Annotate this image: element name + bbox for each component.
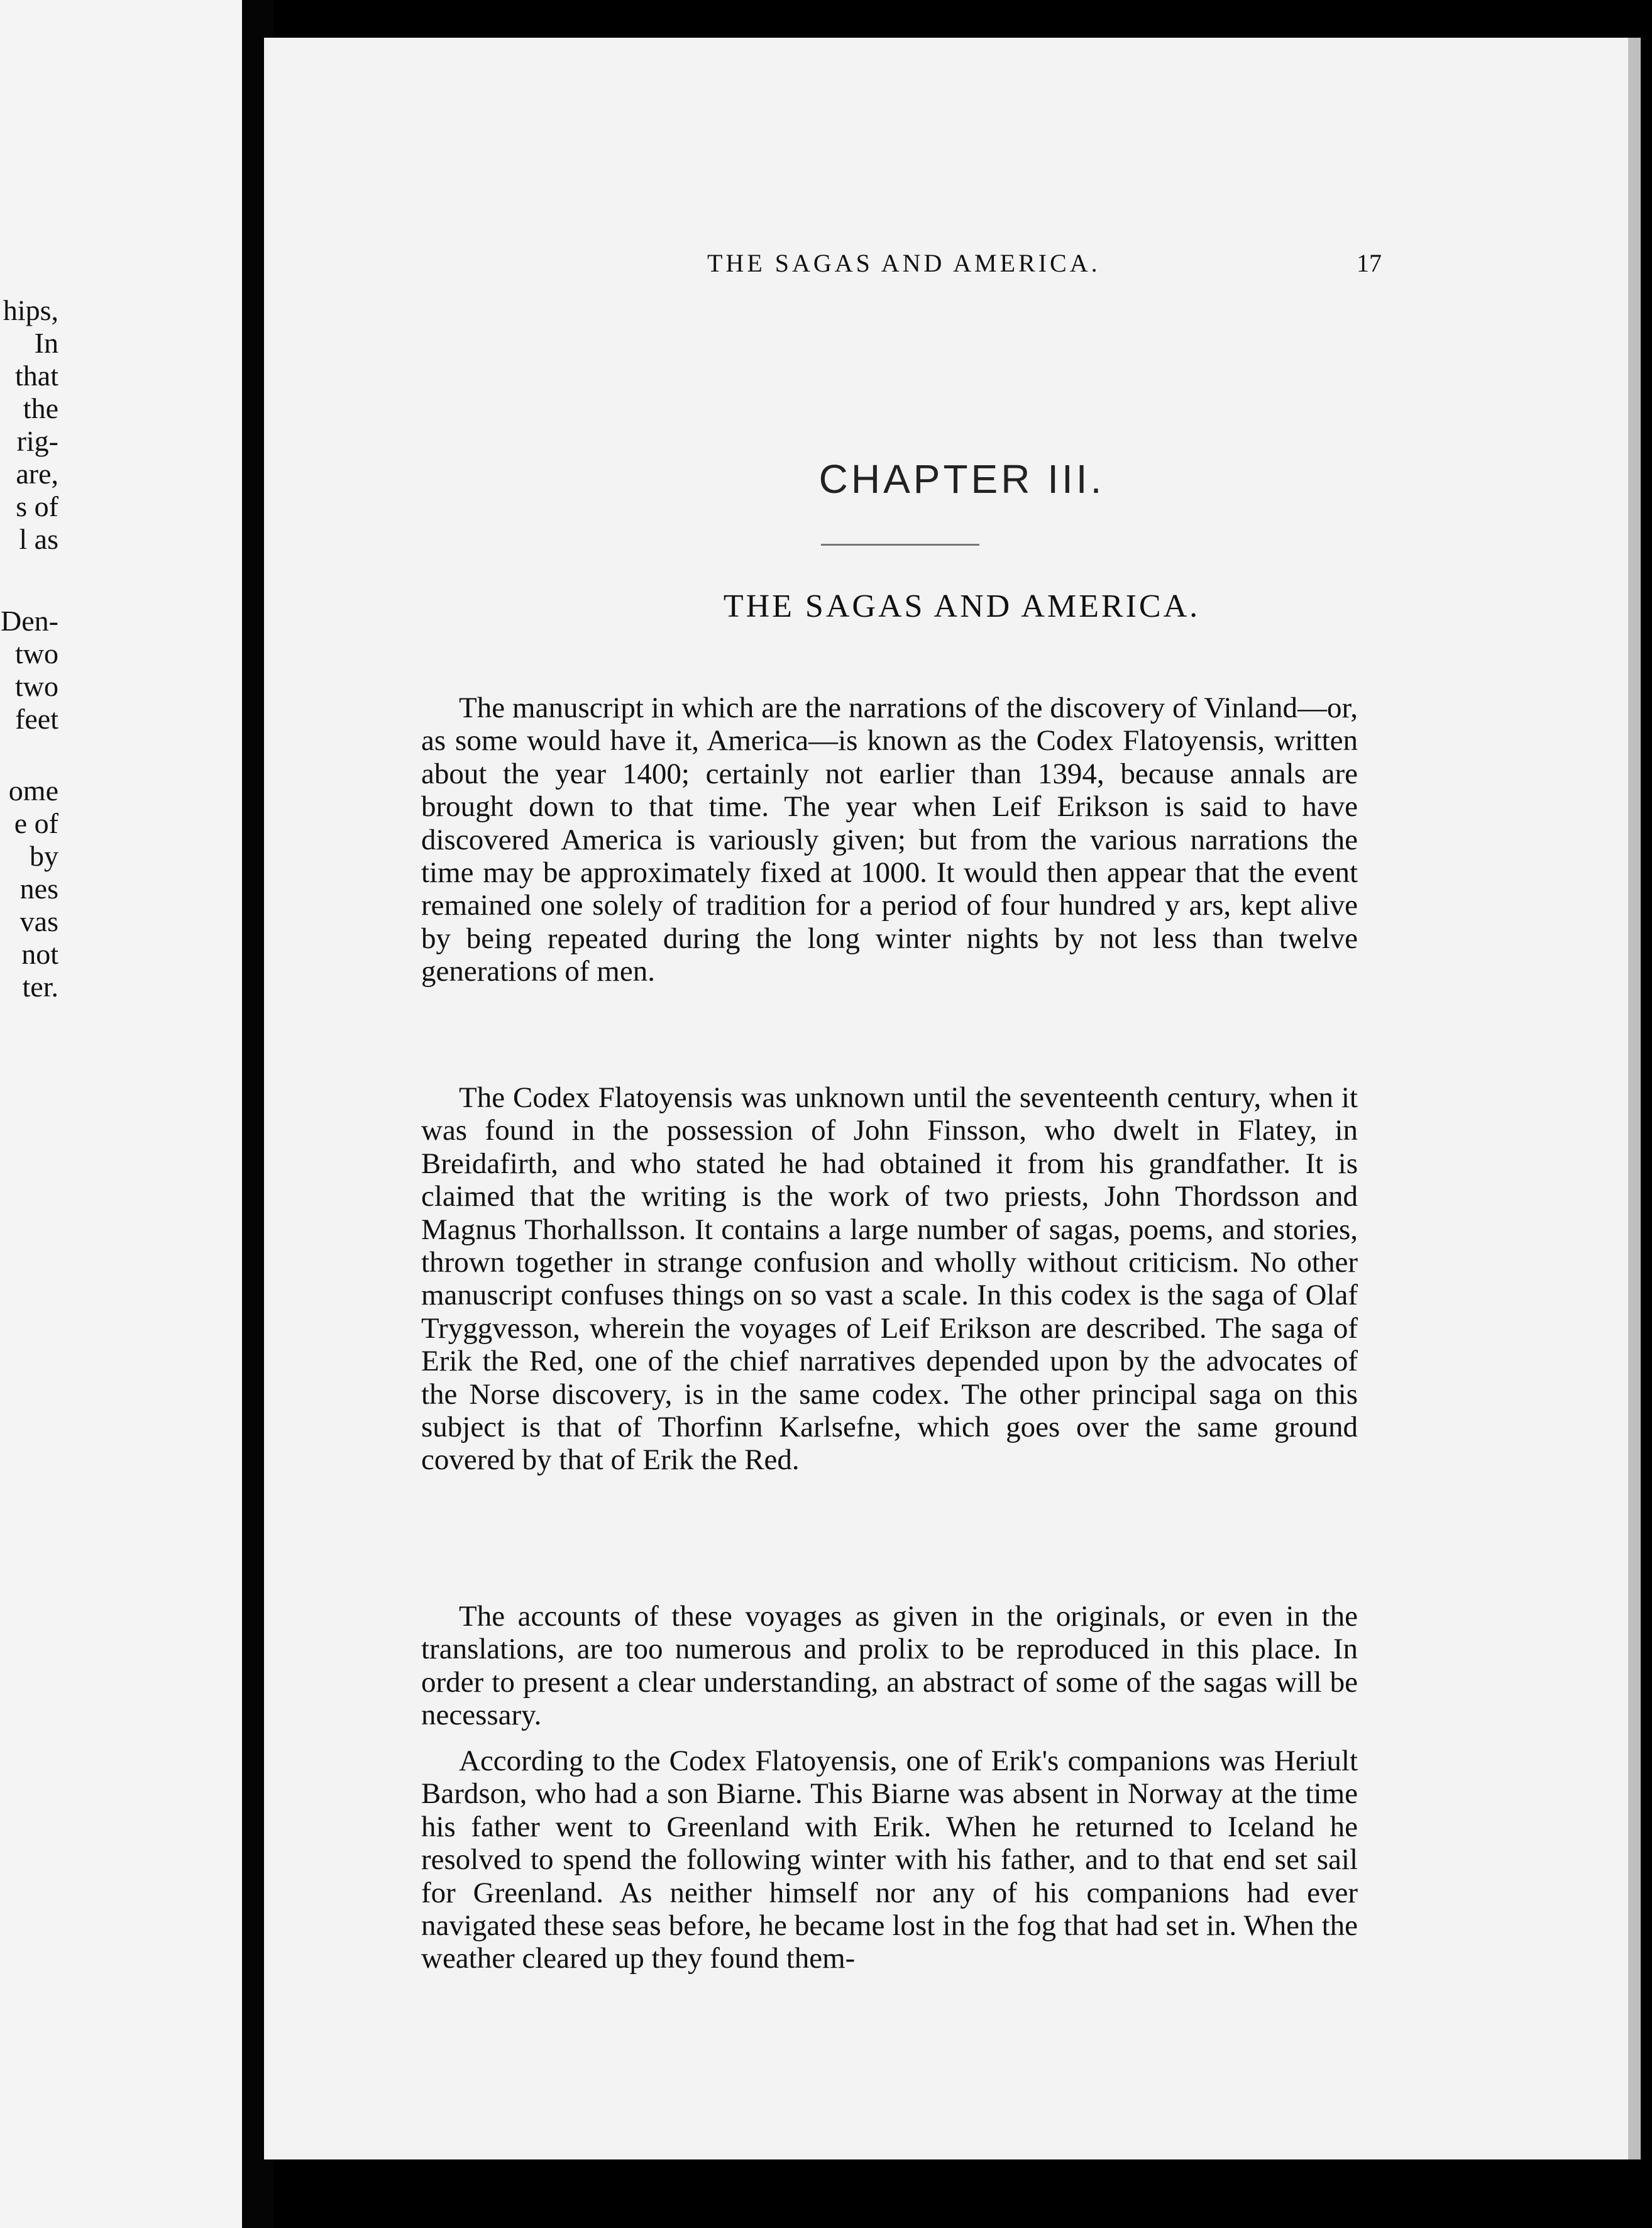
left-fragment: s of <box>16 490 58 522</box>
running-head: THE SAGAS AND AMERICA. <box>707 249 1101 277</box>
left-fragment: rig- <box>16 425 58 457</box>
left-fragment: Den- <box>1 605 58 637</box>
left-fragment: that <box>15 360 58 392</box>
left-fragment: two <box>15 670 58 702</box>
chapter-title: CHAPTER III. <box>818 456 1105 502</box>
book-page <box>264 38 1641 2159</box>
body-paragraph <box>421 1081 1358 1477</box>
paragraph-text: The manuscript in which are the narrations of the discovery of Vinland—or, as some would have it, America—is known as the Codex Flatoyensis, written about the year 1400; certainly not earlier than 1394, because annals are brought down to that time. The year when Leif Erikson is said to have discovered America is variously given; but from the various narrations the time may be approximately fixed at 1000. It would then appear that the event remained one solely of tradition for a period of four hundred y ars, kept alive by being repeated during the long winter nights by not less than twelve generations of men. <box>421 692 1358 988</box>
left-fragment: hips, <box>3 294 58 326</box>
left-fragment: e of <box>14 807 58 839</box>
left-fragment: feet <box>15 703 58 735</box>
left-fragment: two <box>15 637 58 670</box>
left-fragment: by <box>30 840 58 872</box>
section-title: THE SAGAS AND AMERICA. <box>723 588 1201 624</box>
left-fragment: ome <box>8 775 58 807</box>
page-number: 17 <box>1357 249 1382 277</box>
paragraph-text: According to the Codex Flatoyensis, one of Erik's companions was Heriult Bardson, who had a son Biarne. This Biarne was absent in Norway at the time his father went to Greenland with Erik. When he returned to Iceland he resolved to spend the following winter with his father, and to that end set sail for Greenland. As neither himself nor any of his companions had ever navigated these seas before, he became lost in the fog that had set in. When the weather cleared up they found them- <box>421 1745 1358 1975</box>
body-paragraph <box>421 692 1358 988</box>
previous-page-fragment <box>0 0 242 2228</box>
ornamental-rule <box>821 544 979 546</box>
left-fragment: In <box>34 327 58 359</box>
left-fragment: l as <box>19 523 58 555</box>
left-fragment: are, <box>16 458 58 490</box>
left-fragment: ter. <box>22 971 58 1003</box>
body-paragraph <box>421 1600 1358 1732</box>
paragraph-text: The accounts of these voyages as given in the originals, or even in the translations, are too numerous and prolix to be reproduced in this place. In order to present a clear understanding, an abstract of some of the sagas will be necessary. <box>421 1600 1358 1732</box>
body-paragraph <box>421 1745 1358 1975</box>
paragraph-text: The Codex Flatoyensis was unknown until the seventeenth century, when it was found in the possession of John Finsson, who dwelt in Flatey, in Breidafirth, and who stated he had obtained it from his grandfather. It is claimed that the writing is the work of two priests, John Thordsson and Magnus Thorhallsson. It contains a large number of sagas, poems, and stories, thrown together in strange confusion and wholly without criticism. No other manuscript confuses things on so vast a scale. In this codex is the saga of Olaf Tryggvesson, wherein the voyages of Leif Erikson are described. The saga of Erik the Red, one of the chief narratives depended upon by the advocates of the Norse discovery, is in the same codex. The other principal saga on this subject is that of Thorfinn Karlsefne, which goes over the same ground covered by that of Erik the Red. <box>421 1081 1358 1477</box>
left-fragment: vas <box>19 905 58 937</box>
left-fragment: the <box>23 392 58 424</box>
left-fragment: nes <box>19 873 58 905</box>
left-fragment: not <box>21 938 58 970</box>
